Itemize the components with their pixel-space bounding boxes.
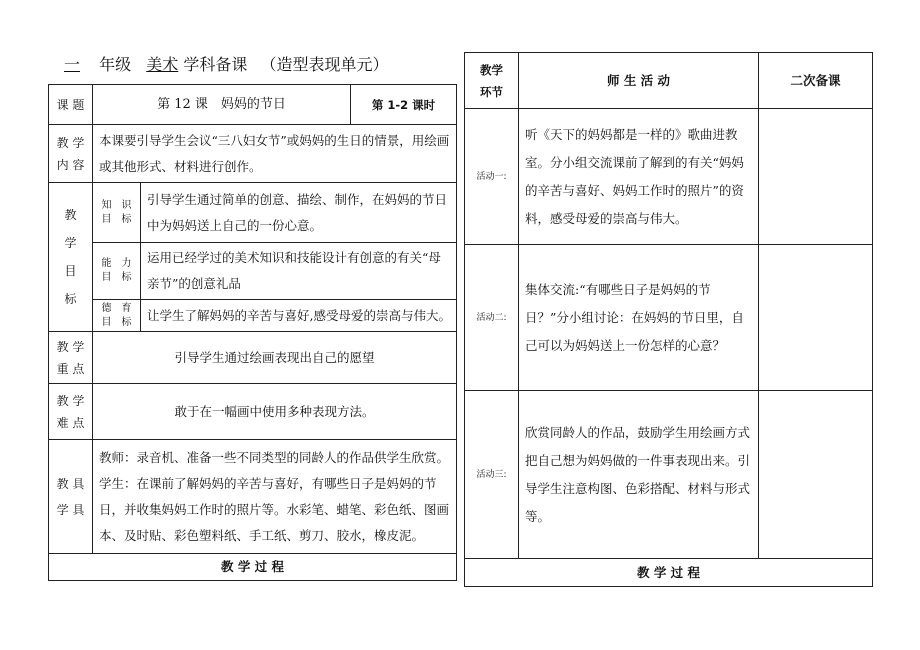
activity-3-label: 活动三: [465,391,519,559]
tools-label: 教 具 学 具 [49,440,93,554]
content-label: 教 学 内 容 [49,125,93,183]
lesson-plan-table [48,84,457,581]
activity-1-revision [759,109,873,245]
stage-header: 教学 环节 [465,53,519,109]
class-hours: 第 1-2 课时 [351,85,457,125]
difficulty-text: 敢于在一幅画中使用多种表现方法。 [93,384,457,440]
goal-label: 教 学 目 标 [49,183,93,332]
activity-1-label: 活动一: [465,109,519,245]
difficulty-label: 教 学 难 点 [49,384,93,440]
revision-header: 二次备课 [759,53,873,109]
activity-3-revision [759,391,873,559]
knowledge-goal-label: 知 识 目 标 [93,183,141,243]
moral-goal-text: 让学生了解妈妈的辛苦与喜好,感受母爱的崇高与伟大。 [141,300,457,332]
ability-goal-label: 能 力 目 标 [93,243,141,300]
activity-table [464,52,873,587]
subject-suffix: 学科备课 [183,55,248,74]
activity-1-text: 听《天下的妈妈都是一样的》歌曲进教室。分小组交流课前了解到的有关“妈妈的辛苦与喜好、妈妈工作时的照片”的资料，感受母爱的崇高与伟大。 [519,109,759,245]
topic-label: 课 题 [49,85,93,125]
unit-label: （造型表现单元） [260,55,389,74]
subject-value: 美术 [146,55,179,74]
grade-suffix: 年级 [99,55,132,74]
key-point-label: 教 学 重 点 [49,332,93,384]
key-point-text: 引导学生通过绘画表现出自己的愿望 [93,332,457,384]
tools-text [93,440,457,554]
grade-value: 一 [64,55,81,74]
student-tools: 学生：在课前了解妈妈的辛苦与喜好，有哪些日子是妈妈的节日，并收集妈妈工作时的照片等。水彩笔、蜡笔、彩色纸、图画本、及时贴、彩色塑料纸、手工纸、剪刀、胶水，橡皮泥。 [99,475,450,543]
moral-goal-label: 德 育 目 标 [93,300,141,332]
process-footer-right: 教 学 过 程 [465,559,873,587]
topic-value: 第 12 课 妈妈的节日 [93,85,351,125]
activity-2-text: 集体交流:“有哪些日子是妈妈的节日？”分小组讨论：在妈妈的节日里，自己可以为妈妈送上一份怎样的心意？ [519,245,759,391]
knowledge-goal-text: 引导学生通过简单的创意、描绘、制作，在妈妈的节日中为妈妈送上自己的一份心意。 [141,183,457,243]
activity-2-revision [759,245,873,391]
ability-goal-text: 运用已经学过的美术知识和技能设计有创意的有关“母亲节”的创意礼品 [141,243,457,300]
page-title [50,52,460,80]
activity-2-label: 活动二: [465,245,519,391]
activity-header: 师 生 活 动 [519,53,759,109]
content-text: 本课要引导学生会议“三八妇女节”或妈妈的生日的情景，用绘画或其他形式、材料进行创作。 [93,125,457,183]
process-footer-left: 教 学 过 程 [49,554,457,581]
teacher-tools: 教师：录音机、准备一些不同类型的同龄人的作品供学生欣赏。 [99,449,450,465]
activity-3-text: 欣赏同龄人的作品，鼓励学生用绘画方式把自己想为妈妈做的一件事表现出来。引导学生注意构图、色彩搭配、材料与形式等。 [519,391,759,559]
